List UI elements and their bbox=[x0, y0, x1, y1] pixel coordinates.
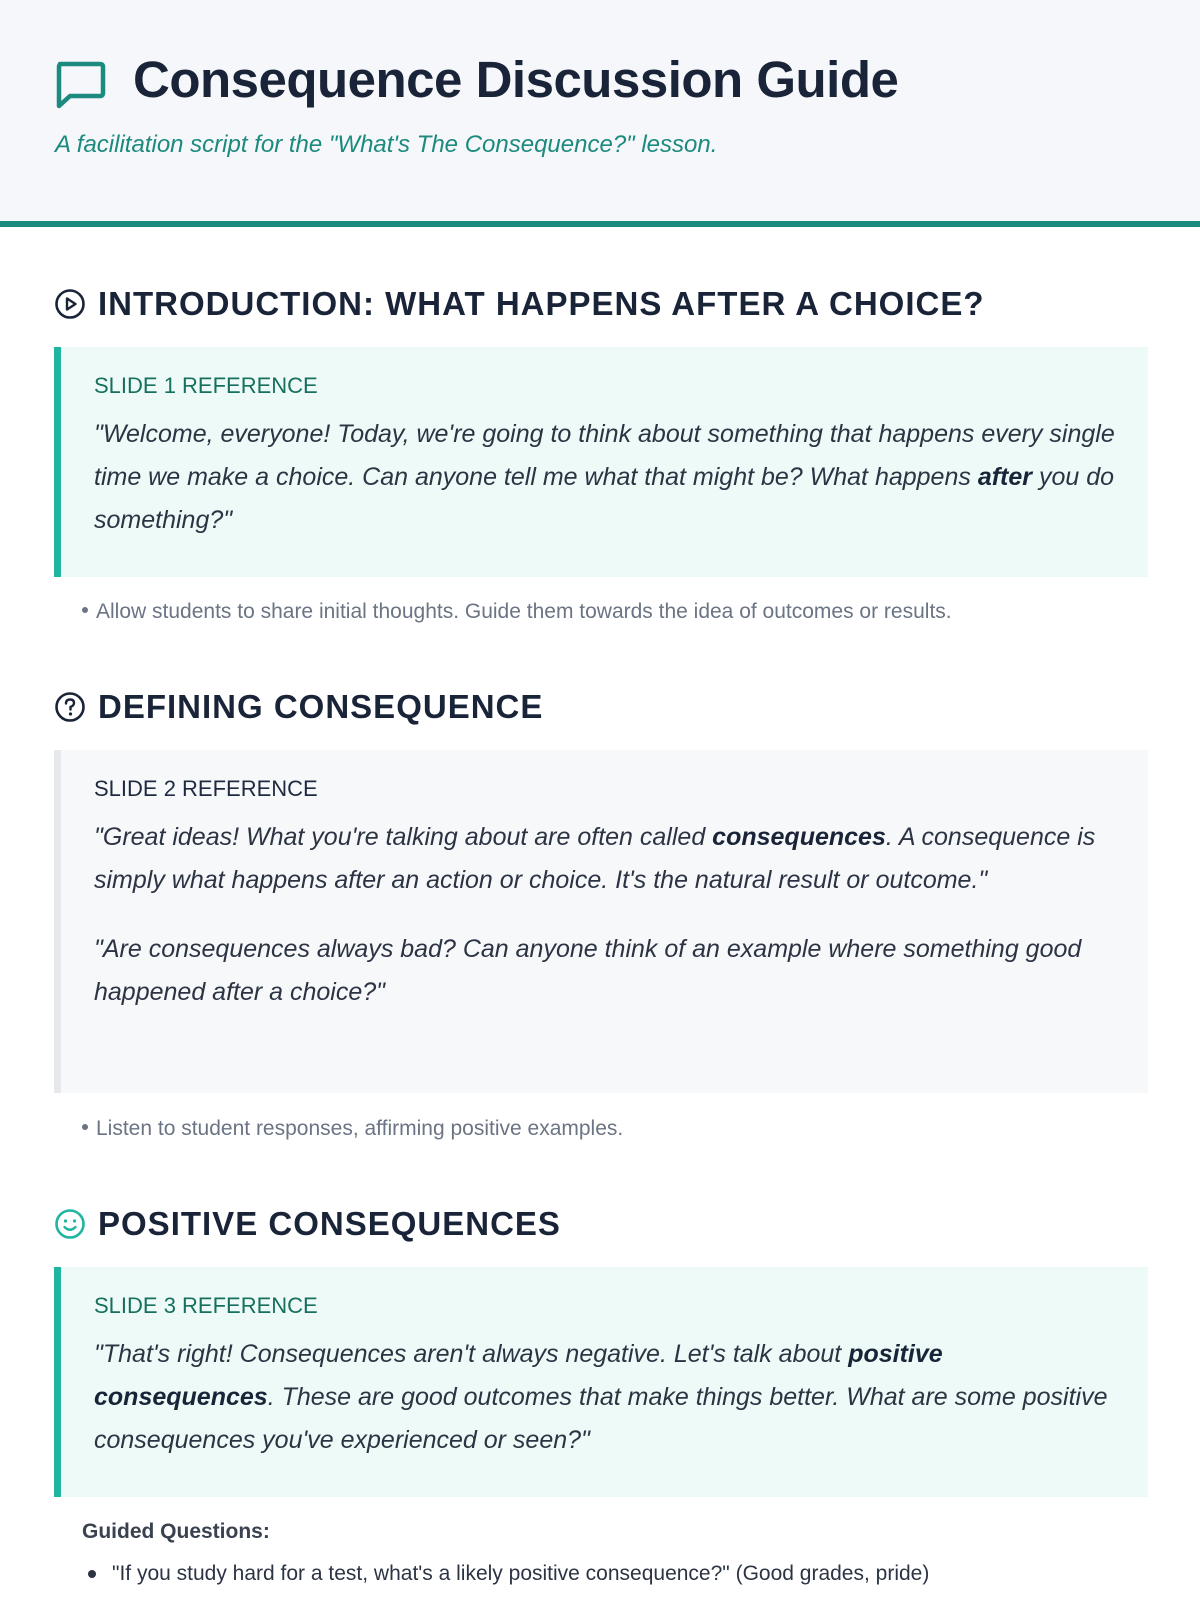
bullet-icon bbox=[82, 607, 88, 613]
guided-questions-list bbox=[82, 1562, 929, 1586]
script-paragraph: "Great ideas! What you're talking about are often called consequences. A consequence is simply what happens after an action or choice. It's the natural result or outcome." bbox=[94, 823, 1096, 894]
question-circle-icon bbox=[54, 691, 86, 723]
bullet-icon bbox=[88, 1570, 96, 1578]
facilitator-note: Allow students to share initial thoughts. Guide them towards the idea of outcomes or results. bbox=[82, 600, 952, 624]
script-paragraph: "That's right! Consequences aren't always negative. Let's talk about positive consequences. These are good outcomes that make things better. What are some positive consequences you've experienced or seen?" bbox=[94, 1340, 1108, 1454]
section-heading-positive bbox=[54, 1204, 561, 1244]
script-callout-slide-1 bbox=[54, 347, 1148, 577]
section-title: INTRODUCTION: WHAT HAPPENS AFTER A CHOICE? bbox=[98, 285, 985, 322]
script-callout-slide-3 bbox=[54, 1267, 1148, 1497]
page-title: Consequence Discussion Guide bbox=[133, 51, 899, 108]
facilitator-note: Listen to student responses, affirming positive examples. bbox=[82, 1117, 623, 1141]
chat-bubble-icon bbox=[54, 60, 106, 110]
page-header bbox=[0, 0, 1200, 227]
guided-questions-heading: Guided Questions: bbox=[82, 1520, 270, 1543]
section-title: DEFINING CONSEQUENCE bbox=[98, 688, 544, 725]
section-heading-introduction bbox=[54, 284, 985, 324]
slide-reference-label: SLIDE 3 REFERENCE bbox=[94, 1293, 318, 1318]
script-paragraph: "Welcome, everyone! Today, we're going to think about something that happens every single time we make a choice. Can anyone tell me what that might be? What happens after you do something?" bbox=[94, 420, 1115, 534]
list-item: "If you study hard for a test, what's a likely positive consequence?" (Good grades, pride) bbox=[82, 1562, 929, 1586]
bullet-icon bbox=[82, 1124, 88, 1130]
script-paragraph: "Are consequences always bad? Can anyone think of an example where something good happened after a choice?" bbox=[94, 935, 1082, 1006]
smile-icon bbox=[54, 1208, 86, 1240]
page-subtitle: A facilitation script for the "What's The Consequence?" lesson. bbox=[55, 131, 718, 158]
section-heading-defining bbox=[54, 687, 543, 727]
section-title: POSITIVE CONSEQUENCES bbox=[98, 1205, 561, 1242]
slide-reference-label: SLIDE 1 REFERENCE bbox=[94, 373, 318, 398]
script-callout-slide-2 bbox=[54, 750, 1148, 1093]
play-circle-icon bbox=[54, 288, 86, 320]
slide-reference-label: SLIDE 2 REFERENCE bbox=[94, 776, 318, 801]
